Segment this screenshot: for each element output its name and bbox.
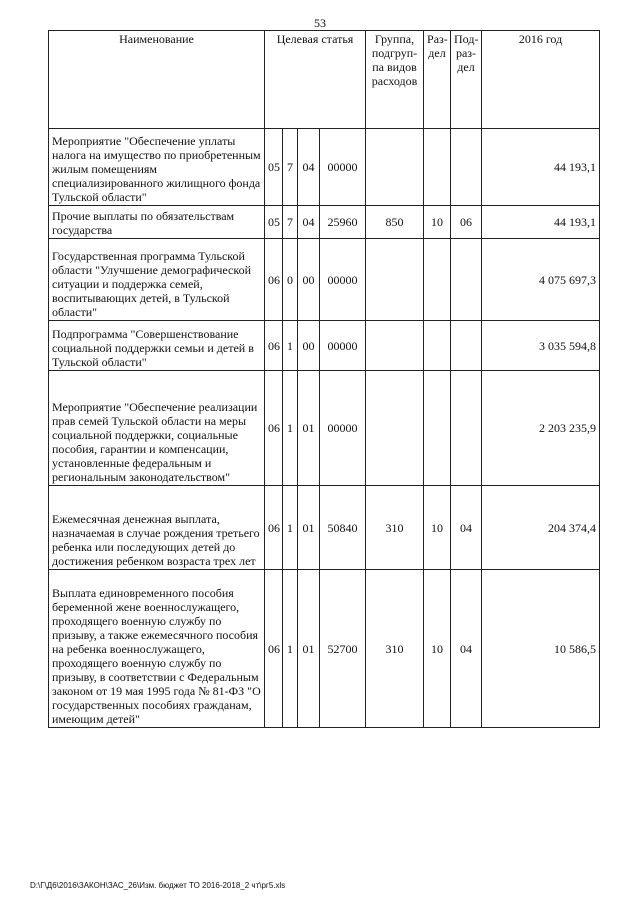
header-subsection: Под-раз-дел [451,31,482,129]
group-code: 310 [366,570,424,728]
article-part-2: 1 [283,321,298,371]
article-part-1: 06 [265,371,283,486]
page-number: 53 [314,16,326,30]
header-section: Раз-дел [424,31,451,129]
table-row [49,371,600,486]
article-part-4: 50840 [320,486,366,570]
row-name: Мероприятие "Обеспечение уплаты налога на имущество по приобретенным жилым помещениям специализированного жилищного фонда Тульской области" [49,129,265,206]
header-year: 2016 год [482,31,600,129]
article-part-2: 1 [283,371,298,486]
article-part-3: 01 [298,371,320,486]
row-name: Ежемесячная денежная выплата, назначаемая в случае рождения третьего ребенка или последующих детей до достижения ребенком возраста трех лет [49,486,265,570]
article-part-3: 01 [298,570,320,728]
section-code [424,371,451,486]
group-code [366,371,424,486]
article-part-1: 06 [265,486,283,570]
article-part-4: 00000 [320,371,366,486]
subsection-code: 04 [451,486,482,570]
row-name: Государственная программа Тульской области "Улучшение демографической ситуации и поддержка семей, воспитывающих детей, в Тульской области" [49,239,265,321]
group-code [366,321,424,371]
table-row [49,570,600,728]
subsection-code [451,239,482,321]
article-part-4: 00000 [320,239,366,321]
article-part-4: 00000 [320,129,366,206]
section-code [424,239,451,321]
section-code [424,129,451,206]
subsection-code [451,371,482,486]
article-part-2: 7 [283,129,298,206]
amount: 2 203 235,9 [482,371,600,486]
amount: 204 374,4 [482,486,600,570]
article-part-1: 05 [265,206,283,239]
subsection-code: 04 [451,570,482,728]
article-part-3: 01 [298,486,320,570]
article-part-2: 0 [283,239,298,321]
article-part-1: 06 [265,239,283,321]
subsection-code: 06 [451,206,482,239]
row-name: Подпрограмма "Совершенствование социальной поддержки семьи и детей в Тульской области" [49,321,265,371]
amount: 3 035 594,8 [482,321,600,371]
group-code: 850 [366,206,424,239]
section-code [424,321,451,371]
row-name: Мероприятие "Обеспечение реализации прав семей Тульской области на меры социальной поддержки, социальные пособия, гарантии и компенсации, установленные федеральным и региональным законодательством" [49,371,265,486]
amount: 4 075 697,3 [482,239,600,321]
amount: 44 193,1 [482,129,600,206]
article-part-1: 06 [265,321,283,371]
article-part-3: 04 [298,206,320,239]
table-row [49,239,600,321]
section-code: 10 [424,206,451,239]
article-part-3: 00 [298,239,320,321]
subsection-code [451,129,482,206]
budget-table [48,30,600,728]
table-row [49,486,600,570]
article-part-3: 00 [298,321,320,371]
table-row [49,129,600,206]
amount: 44 193,1 [482,206,600,239]
row-name: Выплата единовременного пособия беременной жене военнослужащего, проходящего военную службу по призыву, а также ежемесячного пособия на ребенка военнослужащего, проходящего военную службу по призыву, в соответствии с Федеральным законом от 19 мая 1995 года № 81-ФЗ "О государственных пособиях гражданам, имеющим детей" [49,570,265,728]
article-part-2: 7 [283,206,298,239]
header-target-article: Целевая статья [265,31,366,129]
group-code: 310 [366,486,424,570]
group-code [366,239,424,321]
header-group: Группа, подгруп-па видов расходов [366,31,424,129]
article-part-2: 1 [283,486,298,570]
article-part-1: 05 [265,129,283,206]
file-path-footer: D:\Г\Д6\2016\ЗАКОН\ЗАС_26\Изм. бюджет ТО 2016-2018_2 чт\рг5.xls [30,881,286,890]
row-name: Прочие выплаты по обязательствам государства [49,206,265,239]
article-part-2: 1 [283,570,298,728]
article-part-4: 25960 [320,206,366,239]
subsection-code [451,321,482,371]
article-part-1: 06 [265,570,283,728]
article-part-3: 04 [298,129,320,206]
article-part-4: 52700 [320,570,366,728]
section-code: 10 [424,570,451,728]
section-code: 10 [424,486,451,570]
header-name: Наименование [49,31,265,129]
amount: 10 586,5 [482,570,600,728]
table-header-row [49,31,600,129]
group-code [366,129,424,206]
table-row [49,321,600,371]
table-row [49,206,600,239]
article-part-4: 00000 [320,321,366,371]
